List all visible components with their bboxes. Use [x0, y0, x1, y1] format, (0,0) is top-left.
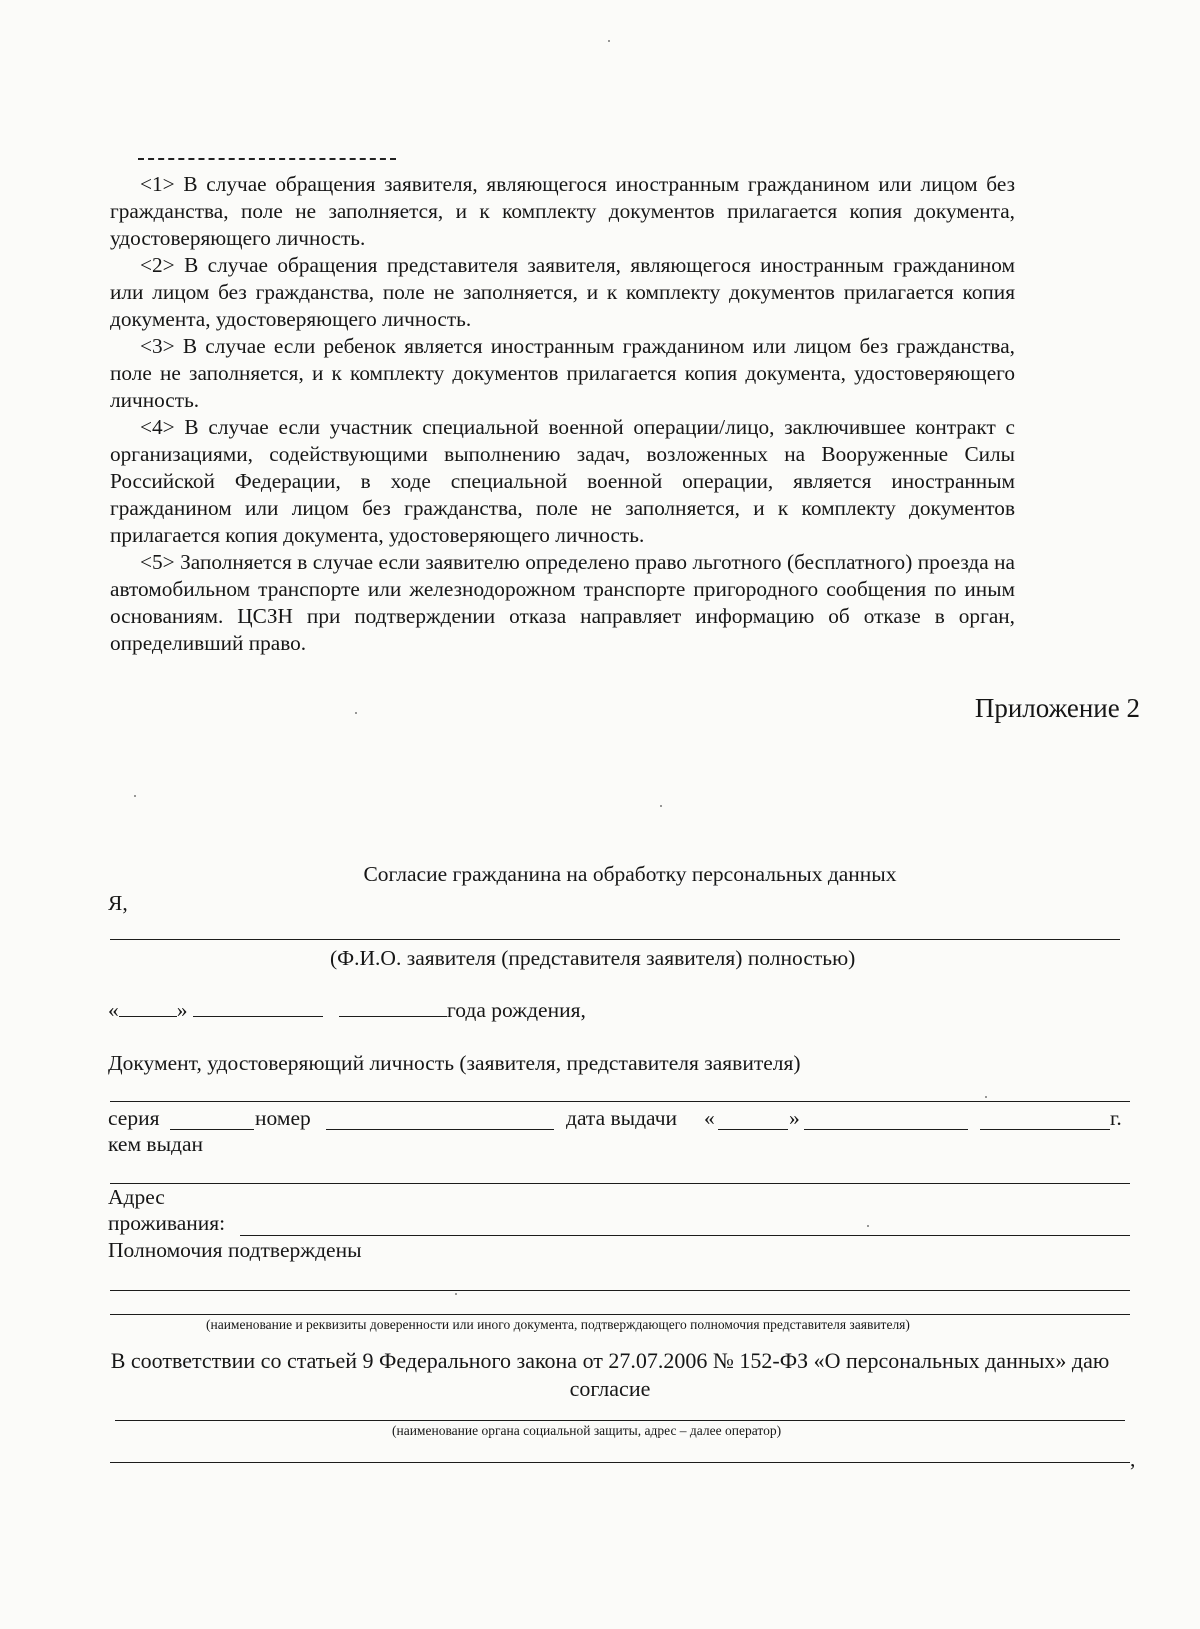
- issue-day-field[interactable]: [718, 1129, 788, 1130]
- footnote-3: <3> В случае если ребенок является иностранным гражданином или лицом без гражданства, поле не заполняется, и к комплекту документов прилагается копия документа, удостоверяющего личность.: [110, 334, 1015, 412]
- issue-quote-open: «: [704, 1106, 715, 1130]
- footnote-separator: [138, 158, 396, 160]
- authority-caption: (наименование и реквизиты доверенности или иного документа, подтверждающего полномочия представителя заявителя): [206, 1317, 910, 1332]
- consent-title: Согласие гражданина на обработку персональных данных: [363, 862, 897, 886]
- scan-speck: [608, 40, 610, 42]
- number-field[interactable]: [326, 1129, 554, 1130]
- scan-speck: [867, 1225, 869, 1227]
- scan-speck: [355, 712, 357, 714]
- issue-date-label: дата выдачи: [566, 1106, 678, 1130]
- birth-year-field[interactable]: [339, 998, 447, 1017]
- scan-speck: [660, 805, 662, 807]
- issue-month-field[interactable]: [804, 1129, 968, 1130]
- footnotes-block: [110, 171, 1015, 657]
- series-label: серия: [108, 1106, 160, 1130]
- birth-month-field[interactable]: [193, 998, 323, 1017]
- quote-open: «: [108, 998, 119, 1022]
- year-suffix: г.: [1110, 1106, 1122, 1130]
- series-field[interactable]: [170, 1129, 254, 1130]
- trailing-comma: ,: [1130, 1447, 1136, 1471]
- authority-label: Полномочия подтверждены: [108, 1238, 362, 1262]
- operator-line-2[interactable]: [110, 1462, 1130, 1463]
- fio-caption: (Ф.И.О. заявителя (представителя заявителя) полностью): [330, 946, 856, 970]
- birth-suffix: года рождения,: [447, 998, 586, 1022]
- issue-year-field[interactable]: [980, 1129, 1110, 1130]
- operator-line[interactable]: [115, 1420, 1125, 1421]
- issue-quote-close: »: [789, 1106, 800, 1130]
- number-label: номер: [255, 1106, 311, 1130]
- address-label-1: Адрес: [108, 1185, 165, 1209]
- scan-speck: [455, 1293, 457, 1295]
- scan-speck: [985, 1096, 987, 1098]
- id-doc-label: Документ, удостоверяющий личность (заявителя, представителя заявителя): [108, 1051, 801, 1075]
- footnote-5: <5> Заполняется в случае если заявителю определено право льготного (бесплатного) проезда на автомобильном транспорте или железнодорожном транспорте пригородного сообщения по иным основаниям. ЦСЗН при подтверждении отказа направляет информацию об отказе в орган, определивший право.: [110, 550, 1015, 655]
- authority-line-1[interactable]: [110, 1290, 1130, 1291]
- footnote-2: <2> В случае обращения представителя заявителя, являющегося иностранным гражданином или лицом без гражданства, поле не заполняется, и к комплекту документов прилагается копия документа, удостоверяющего личность.: [110, 253, 1015, 331]
- id-doc-line[interactable]: [110, 1101, 1130, 1102]
- operator-caption: (наименование органа социальной защиты, адрес – далее оператор): [392, 1423, 782, 1438]
- address-field[interactable]: [240, 1235, 1130, 1236]
- birth-date-row: [108, 998, 586, 1023]
- law-text: В соответствии со статьей 9 Федерального закона от 27.07.2006 № 152-ФЗ «О персональных данных» даю согласие: [110, 1348, 1110, 1401]
- address-label-2: проживания:: [108, 1211, 226, 1235]
- issued-by-line[interactable]: [110, 1183, 1130, 1184]
- appendix-label: Приложение 2: [974, 693, 1140, 723]
- authority-line-2[interactable]: [110, 1314, 1130, 1315]
- birth-day-field[interactable]: [119, 998, 177, 1017]
- footnote-1: <1> В случае обращения заявителя, являющегося иностранным гражданином или лицом без гражданства, поле не заполняется, и к комплекту документов прилагается копия документа, удостоверяющего личность.: [110, 172, 1015, 250]
- quote-close: »: [176, 998, 188, 1022]
- scan-speck: [134, 795, 136, 797]
- issued-by-label: кем выдан: [108, 1132, 204, 1156]
- fio-line[interactable]: [110, 939, 1120, 940]
- ya-label: Я,: [108, 891, 128, 915]
- footnote-4: <4> В случае если участник специальной военной операции/лицо, заключившее контракт с организациями, содействующими выполнению задач, возложенных на Вооруженные Силы Российской Федерации, в ходе специальной военной операции, является иностранным гражданином или лицом без гражданства, поле не заполняется, и к комплекту документов прилагается копия документа, удостоверяющего личность.: [110, 415, 1015, 547]
